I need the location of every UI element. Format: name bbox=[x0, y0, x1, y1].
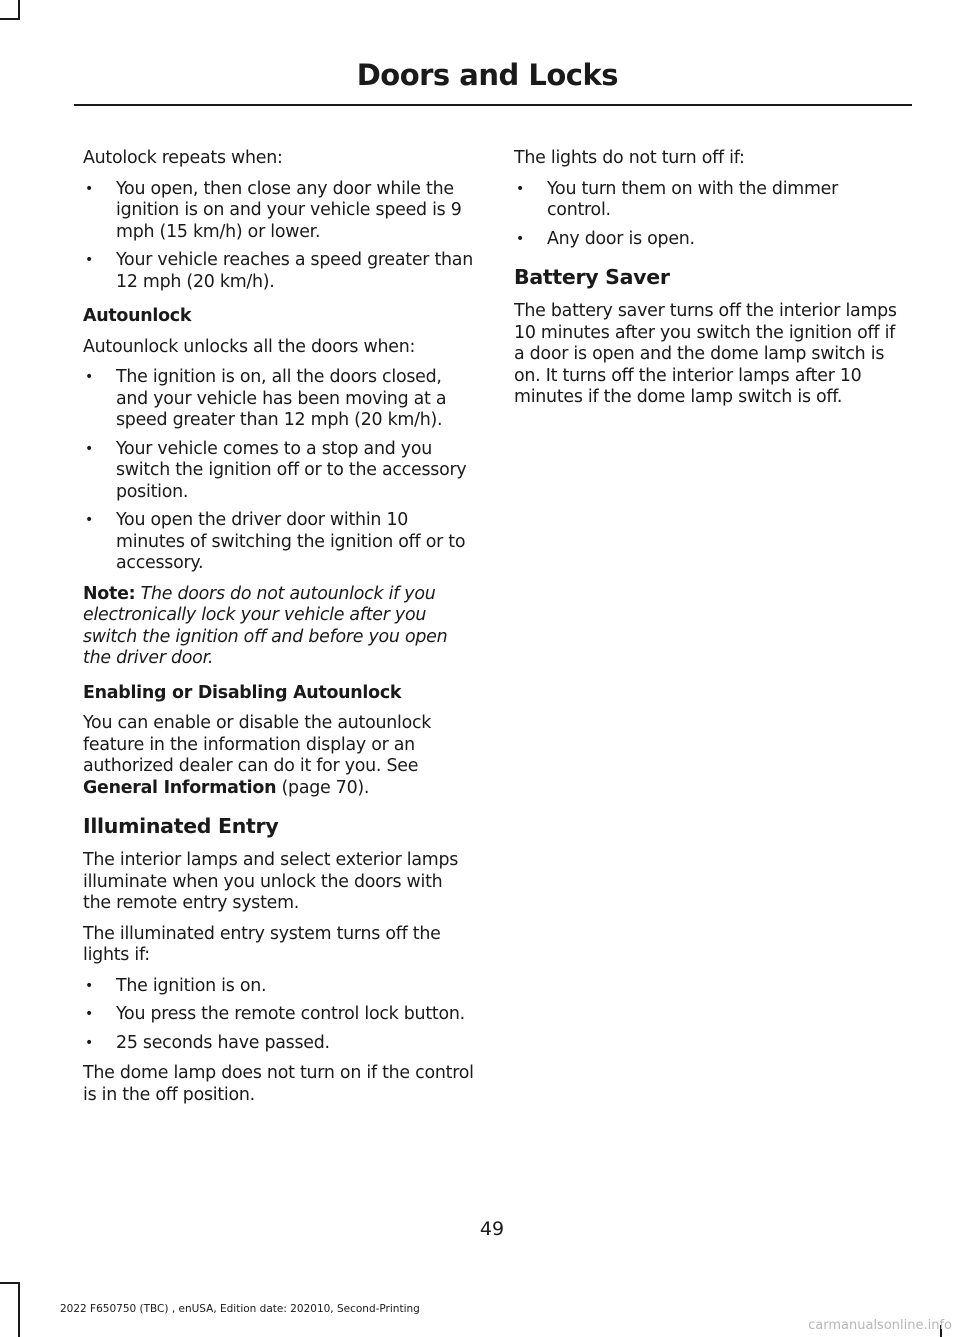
autolock-list bbox=[83, 179, 475, 294]
list-item: • You turn them on with the dimmer control. bbox=[514, 179, 906, 222]
page-title: Doors and Locks bbox=[356, 58, 618, 92]
crop-mark bbox=[18, 0, 20, 18]
list-item: • You open the driver door within 10 minutes of switching the ignition off or to accessory. bbox=[83, 510, 475, 575]
list-item: • The ignition is on. bbox=[83, 976, 475, 998]
crop-mark bbox=[0, 18, 20, 20]
left-column bbox=[83, 148, 475, 1115]
illuminated-list bbox=[83, 976, 475, 1055]
list-item: • 25 seconds have passed. bbox=[83, 1033, 475, 1055]
autounlock-list bbox=[83, 367, 475, 575]
crop-mark bbox=[0, 1282, 20, 1284]
autounlock-intro: Autounlock unlocks all the doors when: bbox=[83, 336, 416, 357]
lights-list bbox=[514, 179, 906, 251]
illuminated-paragraph-3: The dome lamp does not turn on if the control is in the off position. bbox=[83, 1063, 474, 1105]
enable-heading: Enabling or Disabling Autounlock bbox=[83, 682, 402, 703]
list-item: • The ignition is on, all the doors closed, and your vehicle has been moving at a speed greater than 12 mph (20 km/h). bbox=[83, 367, 475, 432]
list-item: • Any door is open. bbox=[514, 229, 906, 251]
list-item: • Your vehicle comes to a stop and you switch the ignition off or to the accessory position. bbox=[83, 439, 475, 504]
page-reference: (page 70). bbox=[281, 777, 370, 798]
note-label: Note: bbox=[83, 583, 136, 604]
note-text: The doors do not autounlock if you electronically lock your vehicle after you switch the ignition off and before you open the driver door. bbox=[83, 583, 448, 668]
header-divider bbox=[74, 104, 912, 106]
lights-intro: The lights do not turn off if: bbox=[514, 148, 745, 168]
list-item: • You open, then close any door while the ignition is on and your vehicle speed is 9 mph (15 km/h) or lower. bbox=[83, 179, 475, 244]
edition-footer: 2022 F650750 (TBC) , enUSA, Edition date: 202010, Second-Printing bbox=[60, 1303, 420, 1315]
general-information-link[interactable]: General Information bbox=[83, 777, 277, 798]
note-paragraph bbox=[83, 584, 475, 670]
enable-text: You can enable or disable the autounlock feature in the information display or an authorized dealer can do it for you. See bbox=[83, 713, 432, 776]
list-item: • You press the remote control lock button. bbox=[83, 1004, 475, 1026]
list-item: • Your vehicle reaches a speed greater than 12 mph (20 km/h). bbox=[83, 250, 475, 293]
enable-paragraph bbox=[83, 713, 475, 799]
battery-saver-text: The battery saver turns off the interior lamps 10 minutes after you switch the ignition off if a door is open and the dome lamp switch is on. It turns off the interior lamps after 10 minutes if the dome lamp switch is off. bbox=[514, 301, 897, 407]
illuminated-paragraph-1: The interior lamps and select exterior lamps illuminate when you unlock the doors with the remote entry system. bbox=[83, 850, 459, 913]
autolock-intro: Autolock repeats when: bbox=[83, 148, 283, 168]
battery-saver-heading: Battery Saver bbox=[514, 265, 670, 289]
crop-mark bbox=[18, 1282, 20, 1337]
watermark: carmanualsonline.info bbox=[808, 1318, 952, 1333]
illuminated-entry-heading: Illuminated Entry bbox=[83, 814, 279, 838]
right-column bbox=[514, 148, 906, 418]
illuminated-paragraph-2: The illuminated entry system turns off the lights if: bbox=[83, 923, 441, 965]
autounlock-heading: Autounlock bbox=[83, 306, 192, 326]
page-number: 49 bbox=[479, 1218, 505, 1240]
